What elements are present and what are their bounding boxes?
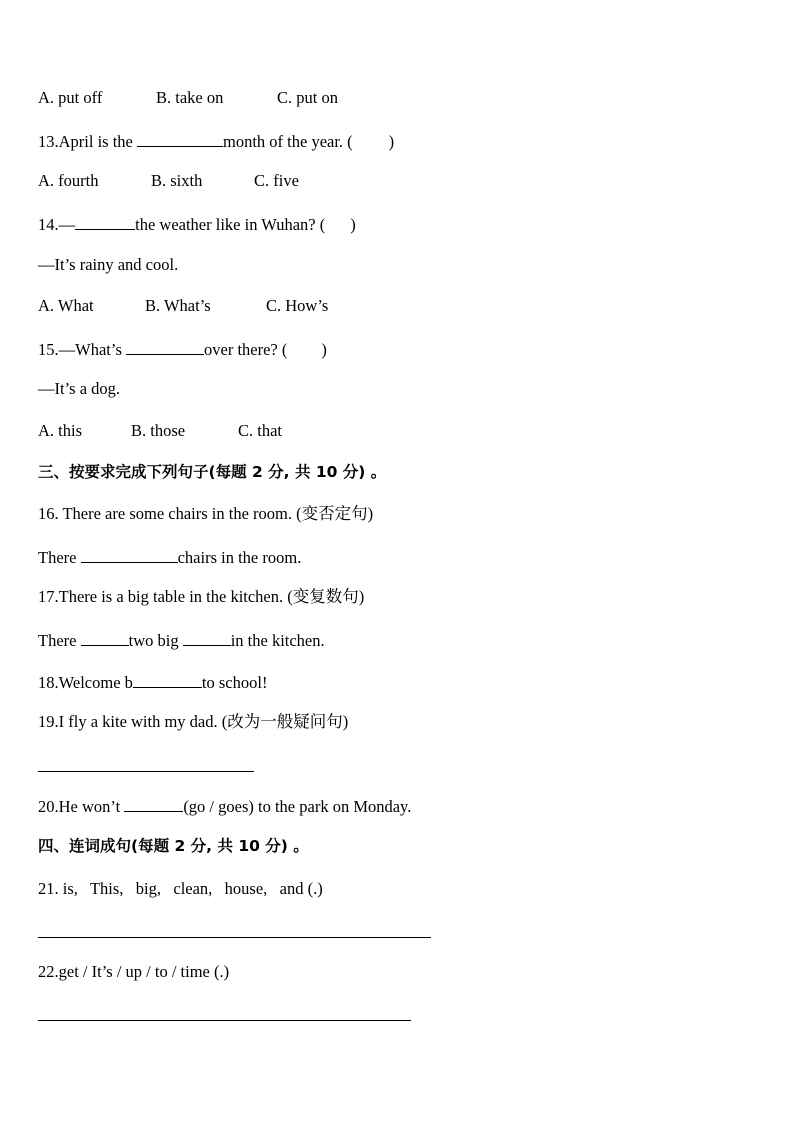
q12-option-b: B. take on bbox=[156, 88, 224, 107]
q13-option-a: A. fourth bbox=[38, 171, 99, 190]
q17-answer-middle: two big bbox=[128, 631, 183, 650]
q15-suffix: over there? ( bbox=[204, 340, 288, 359]
question-14 bbox=[38, 213, 356, 235]
question-13-options bbox=[38, 171, 299, 191]
q13-option-c: C. five bbox=[254, 171, 299, 190]
q18-suffix: to school! bbox=[201, 673, 268, 692]
question-18 bbox=[38, 671, 267, 693]
q14-reply: —It’s rainy and cool. bbox=[38, 255, 179, 274]
question-21: 21. is, This, big, clean, house, and (.) bbox=[38, 879, 323, 898]
section-4-title: 四、连词成句(每题 2 分, 共 10 分) 。 bbox=[38, 837, 309, 855]
question-19: 19.I fly a kite with my dad. (改为一般疑问句) bbox=[38, 712, 349, 731]
question-13 bbox=[38, 130, 394, 152]
q18-prefix: 18.Welcome b bbox=[38, 673, 133, 692]
q15-option-a: A. this bbox=[38, 421, 83, 440]
q15-option-b: B. those bbox=[131, 421, 186, 440]
q14-suffix: the weather like in Wuhan? ( bbox=[135, 215, 326, 234]
q17-blank-1[interactable] bbox=[81, 629, 129, 646]
question-17-answer bbox=[38, 629, 325, 651]
q15-blank[interactable] bbox=[126, 338, 204, 355]
q21-answer-line[interactable] bbox=[38, 937, 431, 938]
question-12-options bbox=[38, 88, 338, 108]
q20-blank[interactable] bbox=[124, 795, 183, 812]
q16-answer-prefix: There bbox=[38, 548, 81, 567]
q20-prefix: 20.He won’t bbox=[38, 797, 125, 816]
q18-blank[interactable] bbox=[133, 671, 202, 688]
q14-option-c: C. How’s bbox=[266, 296, 329, 315]
question-15 bbox=[38, 338, 327, 360]
q14-option-b: B. What’s bbox=[145, 296, 211, 315]
q15-reply: —It’s a dog. bbox=[38, 379, 121, 398]
q17-blank-2[interactable] bbox=[183, 629, 231, 646]
q13-option-b: B. sixth bbox=[151, 171, 203, 190]
q14-blank[interactable] bbox=[75, 213, 135, 230]
q15-option-c: C. that bbox=[238, 421, 282, 440]
question-22: 22.get / It’s / up / to / time (.) bbox=[38, 962, 230, 981]
q19-answer-line[interactable] bbox=[38, 771, 254, 772]
q13-blank[interactable] bbox=[137, 130, 223, 147]
question-17: 17.There is a big table in the kitchen. (变复数句) bbox=[38, 587, 365, 606]
q15-close: ) bbox=[321, 340, 327, 359]
q13-suffix: month of the year. ( bbox=[223, 132, 353, 151]
q14-option-a: A. What bbox=[38, 296, 94, 315]
question-14-options bbox=[38, 296, 328, 316]
q14-close: ) bbox=[350, 215, 356, 234]
q17-answer-prefix: There bbox=[38, 631, 81, 650]
q14-prefix: 14.— bbox=[38, 215, 76, 234]
q17-answer-suffix: in the kitchen. bbox=[230, 631, 325, 650]
question-16-answer bbox=[38, 546, 301, 568]
q12-option-c: C. put on bbox=[277, 88, 338, 107]
q15-prefix: 15.—What’s bbox=[38, 340, 126, 359]
q20-suffix: (go / goes) to the park on Monday. bbox=[183, 797, 412, 816]
q12-option-a: A. put off bbox=[38, 88, 103, 107]
question-15-options bbox=[38, 421, 282, 441]
question-16: 16. There are some chairs in the room. (变否定句) bbox=[38, 504, 374, 523]
q13-close: ) bbox=[388, 132, 395, 151]
q13-prefix: 13.April is the bbox=[38, 132, 137, 151]
section-3-title: 三、按要求完成下列句子(每题 2 分, 共 10 分) 。 bbox=[38, 463, 387, 481]
q16-blank[interactable] bbox=[81, 546, 178, 563]
question-20 bbox=[38, 795, 411, 817]
q16-answer-suffix: chairs in the room. bbox=[177, 548, 302, 567]
q22-answer-line[interactable] bbox=[38, 1020, 411, 1021]
